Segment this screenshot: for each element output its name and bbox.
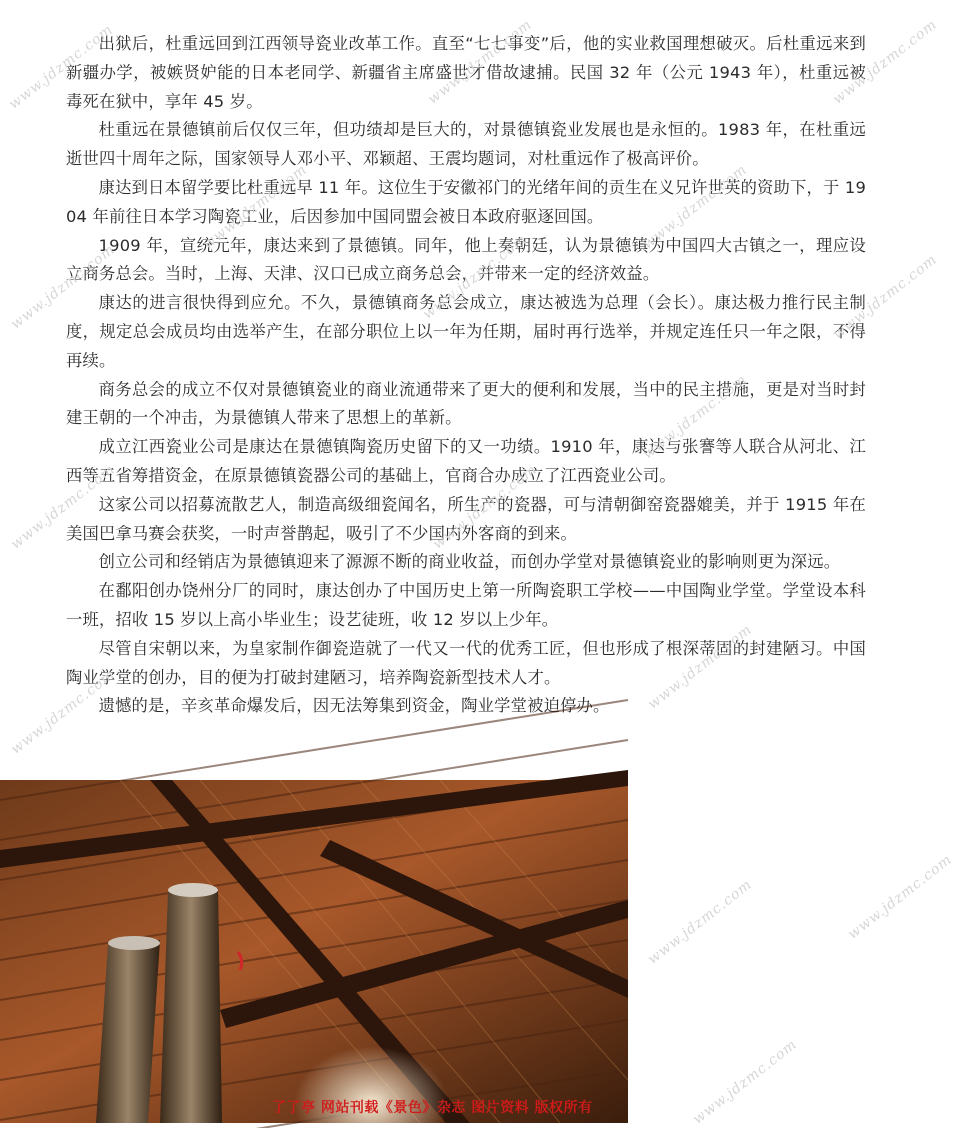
paragraph: 康达到日本留学要比杜重远早 11 年。这位生于安徽祁门的光绪年间的贡生在义兄许世英的资助下，于 1904 年前往日本学习陶瓷工业，后因参加中国同盟会被日本政府驱逐回国。 (66, 177, 866, 226)
watermark-text: www.jdzmc.com (8, 461, 119, 553)
article-body (66, 30, 866, 721)
paragraph: 在鄱阳创办饶州分厂的同时，康达创办了中国历史上第一所陶瓷职工学校——中国陶业学堂。学堂设本科一班，招收 15 岁以上高小毕业生；设艺徒班，收 12 岁以上少年。 (66, 581, 866, 629)
photo-caption: 了了亭 网站刊载《景色》杂志 图片资料 版权所有 (272, 1100, 593, 1116)
paragraph: 这家公司以招募流散艺人，制造高级细瓷闻名，所生产的瓷器，可与清朝御窑瓷器媲美，并于 1915 年在美国巴拿马赛会获奖，一时声誉鹊起，吸引了不少国内外客商的到来。 (66, 494, 866, 543)
paragraph: 出狱后，杜重远回到江西领导瓷业改革工作。直至“七七事变”后，他的实业救国理想破灭。后杜重远来到新疆办学，被嫉贤妒能的日本老同学、新疆省主席盛世才借故逮捕。民国 32 年（公元 1943 年），杜重远被毒死在狱中，享年 45 岁。 (66, 34, 866, 111)
watermark-text: www.jdzmc.com (6, 21, 117, 113)
paragraph: 遗憾的是，辛亥革命爆发后，因无法筹集到资金，陶业学堂被迫停办。 (98, 696, 610, 716)
wooden-hall-photo-graphic (0, 780, 628, 1123)
watermark-text: www.jdzmc.com (830, 251, 941, 343)
watermark-text: www.jdzmc.com (8, 666, 119, 758)
watermark-text: www.jdzmc.com (640, 161, 751, 253)
wooden-hall-photo (0, 780, 628, 1123)
watermark-text: www.jdzmc.com (640, 371, 751, 463)
watermark-text: www.jdzmc.com (420, 231, 531, 323)
watermark-text: www.jdzmc.com (425, 16, 536, 108)
paragraph: 杜重远在景德镇前后仅仅三年，但功绩却是巨大的，对景德镇瓷业发展也是永恒的。1983 年，在杜重远逝世四十周年之际，国家领导人邓小平、邓颖超、王震均题词，对杜重远作了极高评价。 (66, 120, 866, 169)
paragraph: 商务总会的成立不仅对景德镇瓷业的商业流通带来了更大的便利和发展，当中的民主措施，更是对当时封建王朝的一个冲击，为景德镇人带来了思想上的革新。 (66, 379, 866, 428)
watermark-text: www.jdzmc.com (690, 1036, 801, 1128)
watermark-text: www.jdzmc.com (8, 241, 119, 333)
watermark-text: www.jdzmc.com (200, 161, 311, 253)
watermark-text: www.jdzmc.com (830, 16, 941, 108)
paragraph: 康达的进言很快得到应允。不久，景德镇商务总会成立，康达被选为总理（会长）。康达极力推行民主制度，规定总会成员均由选举产生，在部分职位上以一年为任期，届时再行选举，并规定连任只一年之限，不得再续。 (66, 293, 866, 370)
watermark-text: www.jdzmc.com (645, 621, 756, 713)
watermark-text: www.jdzmc.com (845, 851, 955, 943)
watermark-text: www.jdzmc.com (645, 876, 756, 968)
watermark-text: www.jdzmc.com (430, 461, 541, 553)
paragraph: 尽管自宋朝以来，为皇家制作御瓷造就了一代又一代的优秀工匠，但也形成了根深蒂固的封建陋习。中国陶业学堂的创办，目的便为打破封建陋习，培养陶瓷新型技术人才。 (66, 638, 866, 687)
paragraph: 成立江西瓷业公司是康达在景德镇陶瓷历史留下的又一功绩。1910 年，康达与张謇等人联合从河北、江西等五省筹措资金，在原景德镇瓷器公司的基础上，官商合办成立了江西瓷业公司。 (66, 437, 866, 485)
paragraph: 1909 年，宣统元年，康达来到了景德镇。同年，他上奏朝廷，认为景德镇为中国四大古镇之一，理应设立商务总会。当时，上海、天津、汉口已成立商务总会，并带来一定的经济效益。 (66, 235, 866, 284)
paragraph: 创立公司和经销店为景德镇迎来了源源不断的商业收益，而创办学堂对景德镇瓷业的影响则更为深远。 (98, 552, 841, 572)
